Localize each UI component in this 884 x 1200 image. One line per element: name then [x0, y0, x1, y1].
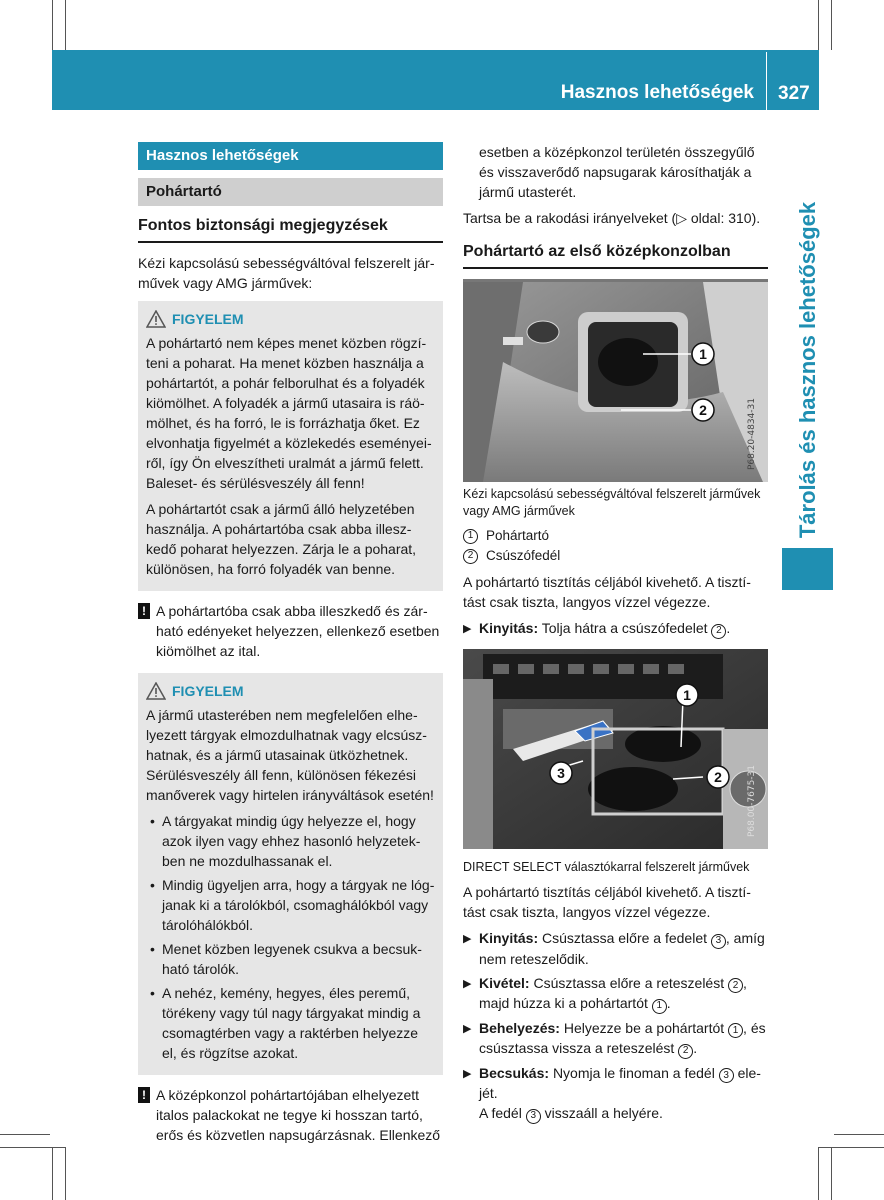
- svg-text:1: 1: [683, 687, 691, 703]
- intro-text: Kézi kapcsolású sebességváltóval felszerelt járművek vagy AMG járművek:: [138, 255, 435, 291]
- step-arrow-icon: ▶: [463, 1067, 472, 1080]
- crop-mark: [0, 1147, 65, 1148]
- running-header-title: Hasznos lehetőségek: [560, 82, 754, 103]
- exclamation-icon: !: [138, 603, 150, 619]
- warning-paragraph: A jármű utasterében nem megfelelően elhelyezett tárgyak elmozdulhatnak vagy elcsúszhatnak, és a jármű utasainak ütközhetnek. Sérülésveszély áll fenn, különösen fékezési manőverek vagy hirtelen irányváltások esetén!: [146, 707, 434, 803]
- step-text: Nyomja le finoman a fedél: [552, 1064, 715, 1081]
- svg-text:2: 2: [699, 402, 707, 418]
- step-arrow-icon: ▶: [463, 977, 472, 990]
- list-item: • Mindig ügyeljen arra, hogy a tárgyak ne lógjanak ki a tárolókból, csomaghálókból vagy tárolóhálókból.: [146, 875, 435, 935]
- section-title: Hasznos lehetőségek: [138, 142, 443, 170]
- note-text: A pohártartóba csak abba illeszkedő és zárható edényeket helyezzen, ellenkező esetben kiömölhet az ital.: [156, 603, 440, 659]
- step-label: Kivétel:: [479, 974, 530, 991]
- step-text: Helyezze be a pohártartót: [563, 1019, 725, 1036]
- svg-text:1: 1: [699, 346, 707, 362]
- svg-text:3: 3: [557, 765, 565, 781]
- warning-bullet-list: [146, 811, 435, 1063]
- crop-mark: [834, 1134, 884, 1135]
- warning-header: [146, 309, 435, 329]
- instruction-step: [463, 1063, 768, 1124]
- instruction-step: ▶ Behelyezés: Helyezze be a pohártartót 1 , és csúsztassa vissza a reteszelést 2 .: [463, 1018, 768, 1059]
- chapter-marker-block: [782, 548, 833, 590]
- callout-number: 2: [463, 549, 478, 564]
- warning-triangle-icon: [146, 682, 166, 700]
- step-arrow-icon: ▶: [463, 1022, 472, 1035]
- figure-legend: [463, 526, 768, 566]
- list-item: • A tárgyakat mindig úgy helyezze el, hogy azok ilyen vagy ehhez hasonló helyzetekben ne mozdulhassanak el.: [146, 811, 435, 871]
- note: [138, 601, 443, 661]
- step-text: elejét.: [479, 1064, 761, 1101]
- header-divider: [766, 52, 767, 110]
- crop-mark: [65, 0, 66, 50]
- list-item: • Menet közben legyenek csukva a becsukható tárolók.: [146, 939, 435, 979]
- warning-box: [138, 673, 443, 1075]
- callout-number: 1: [652, 999, 667, 1014]
- instruction-step: ▶ Kinyitás: Tolja hátra a csúszófedelet 2 .: [463, 618, 768, 639]
- warning-paragraph: A pohártartó nem képes menet közben rögzíteni a poharat. Ha menet közben használja a pohártartót, a pohár felborulhat és a folyadék kiömölhet. A folyadék a jármű utasaira is ráömölhet, és ha forró, le is forrázhatja őket. Ez elvonhatja figyelmét a közlekedés eseményeiről, így Ön elveszítheti uralmát a jármű felett. Baleset- és sérülésveszély áll fenn!: [146, 335, 432, 491]
- continued-text: esetben a középkonzol területén összegyűlő és visszaverődő napsugarak károsíthatják a jármű utasterét.: [479, 144, 755, 200]
- warning-label: FIGYELEM: [172, 683, 244, 699]
- figure-id: P68.20-4834-31: [747, 397, 757, 470]
- step-text: , majd húzza ki a pohártartót: [479, 974, 747, 1011]
- warning-triangle-icon: [146, 310, 166, 328]
- step-text: Csúsztassa előre a fedelet: [542, 930, 707, 946]
- cupholder-photo-manual: [463, 279, 768, 482]
- crop-mark: [818, 1147, 884, 1148]
- step-label: Behelyezés:: [479, 1019, 560, 1036]
- crop-mark: [818, 1147, 819, 1200]
- loading-guidelines-text: Tartsa be a rakodási irányelveket (▷ oldal: 310).: [463, 210, 761, 226]
- step-text: Tolja hátra a csúszófedelet: [541, 620, 708, 636]
- callout-number: 3: [526, 1109, 541, 1124]
- crop-mark: [831, 1147, 832, 1200]
- step-text: , és csúsztassa vissza a reteszelést: [479, 1019, 766, 1056]
- chapter-side-tab-label: Tárolás és hasznos lehetőségek: [795, 201, 820, 539]
- step-text: , amíg nem reteszelődik.: [479, 930, 765, 967]
- warning-box: [138, 301, 443, 591]
- exclamation-icon: !: [138, 1087, 150, 1103]
- legend-item: [463, 526, 768, 546]
- callout-number: 3: [711, 934, 726, 949]
- left-column: [138, 142, 443, 1157]
- console-illustration-1: [463, 282, 768, 482]
- note-text: A középkonzol pohártartójában elhelyezett italos palackokat ne tegye ki hosszan tartó, erős és közvetlen napsugárzásnak. Ellenkező: [156, 1087, 441, 1143]
- callout-number: 2: [728, 978, 743, 993]
- crop-mark: [0, 1134, 50, 1135]
- step-label: Becsukás:: [479, 1064, 550, 1081]
- chapter-side-tab: [782, 195, 834, 545]
- figure-id: P68.00-7675-31: [747, 764, 757, 837]
- legend-item: [463, 546, 768, 566]
- crop-mark: [65, 1147, 66, 1200]
- svg-text:2: 2: [714, 769, 722, 785]
- step-label: Kinyitás:: [479, 620, 539, 636]
- step-text: A fedél: [479, 1105, 522, 1121]
- safety-heading: Fontos biztonsági megjegyzések: [138, 216, 443, 243]
- figure-caption: Kézi kapcsolású sebességváltóval felszerelt járművek vagy AMG járművek: [463, 487, 761, 518]
- cupholder-heading: Pohártartó az első középkonzolban: [463, 242, 768, 269]
- subsection-title: Pohártartó: [138, 178, 443, 206]
- crop-mark: [831, 0, 832, 50]
- warning-label: FIGYELEM: [172, 311, 244, 327]
- instruction-step: ▶ Kivétel: Csúsztassa előre a reteszelést 2 , majd húzza ki a pohártartót 1 .: [463, 973, 768, 1014]
- cupholder-photo-direct-select: [463, 649, 768, 849]
- step-arrow-icon: ▶: [463, 623, 472, 635]
- crop-mark: [818, 0, 819, 50]
- callout-number: 3: [719, 1068, 734, 1083]
- crop-mark: [52, 0, 53, 50]
- instruction-step: [463, 928, 768, 969]
- callout-number: 1: [463, 529, 478, 544]
- figure-caption: DIRECT SELECT választókarral felszerelt járművek: [463, 860, 750, 874]
- warning-header: [146, 681, 435, 701]
- step-text: Csúsztassa előre a reteszelést: [533, 974, 725, 991]
- callout-number: 2: [711, 624, 726, 639]
- list-item: • A nehéz, kemény, hegyes, éles peremű, törékeny vagy túl nagy tárgyakat mindig a csomagtérben vagy a raktérben helyezze el, és rögzítse azokat.: [146, 983, 435, 1063]
- warning-paragraph: A pohártartót csak a jármű álló helyzetében használja. A pohártartóba csak abba illeszkedő poharat helyezzen. Zárja le a poharat, különösen, ha forró folyadék van benne.: [146, 501, 417, 577]
- note: [138, 1085, 443, 1145]
- cleaning-text: A pohártartó tisztítás céljából kivehető. A tisztítást csak tiszta, langyos vízzel végezze.: [463, 884, 751, 920]
- callout-number: 2: [678, 1044, 693, 1059]
- legend-text: Csúszófedél: [486, 548, 561, 563]
- step-text: visszaáll a helyére.: [540, 1105, 663, 1121]
- crop-mark: [52, 1147, 53, 1200]
- callout-number: 1: [728, 1023, 743, 1038]
- legend-text: Pohártartó: [486, 528, 550, 543]
- right-column: [463, 142, 768, 1128]
- console-illustration-2: [463, 649, 768, 849]
- cleaning-text: A pohártartó tisztítás céljából kivehető. A tisztítást csak tiszta, langyos vízzel végezze.: [463, 574, 751, 610]
- step-arrow-icon: ▶: [463, 933, 472, 945]
- step-label: Kinyitás:: [479, 930, 539, 946]
- page-number: 327: [778, 83, 810, 104]
